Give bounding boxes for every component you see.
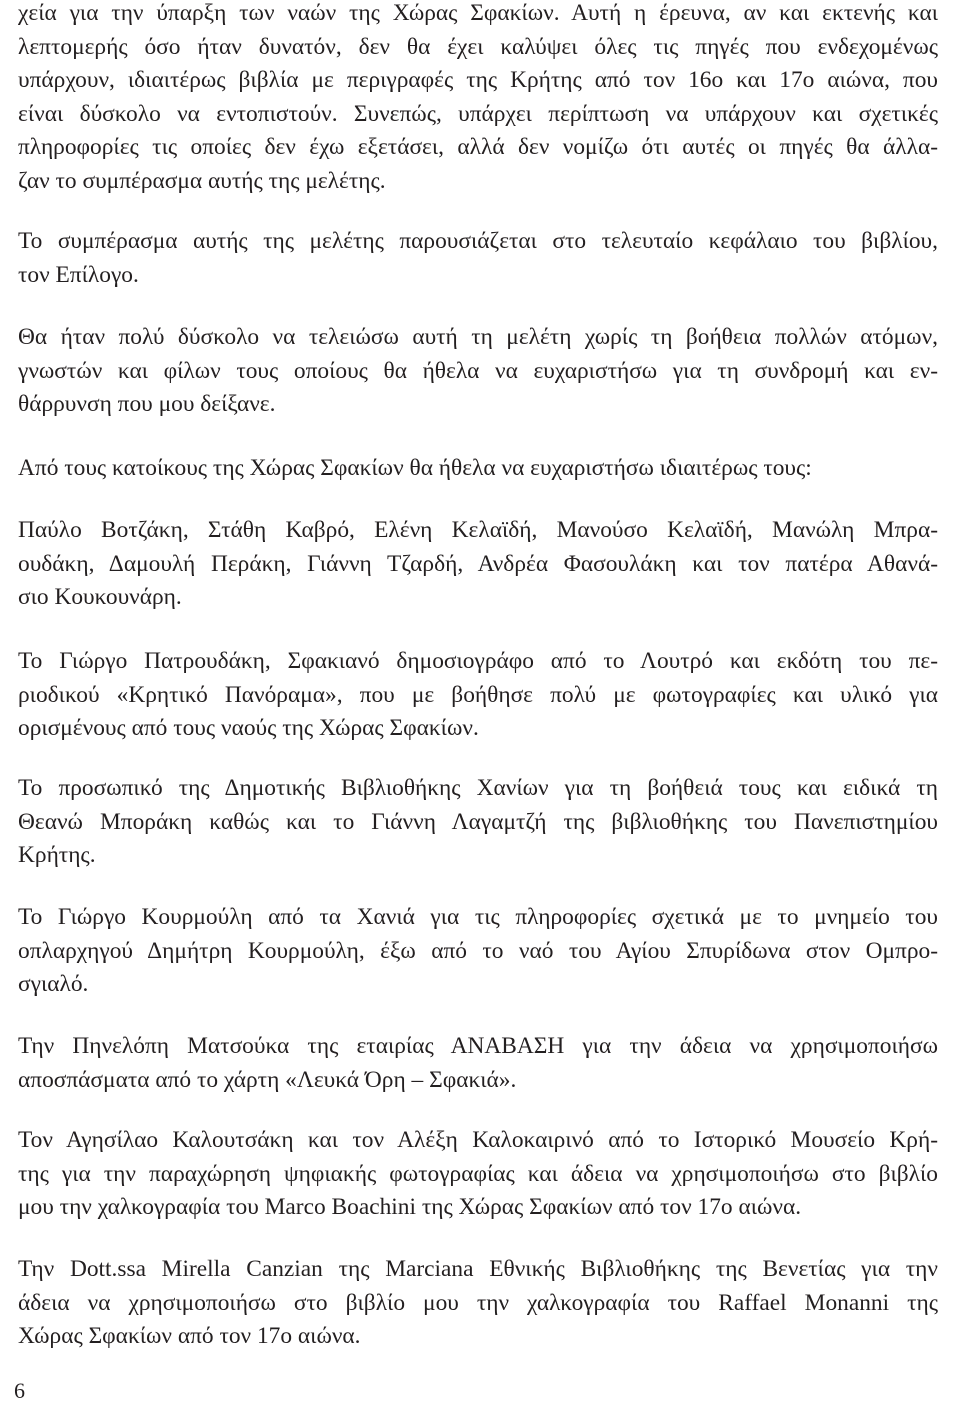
paragraph-historical-museum [18, 1124, 938, 1225]
paragraph-thanks-intro [18, 321, 938, 422]
text-line: γνωστών και φίλων τους οποίους θα ήθελα να ευχαριστήσω για τη συνδρομή και εν- [18, 357, 938, 384]
paragraph-conclusion [18, 225, 938, 292]
text-line: Θεανώ Μποράκη καθώς και το Γιάννη Λαγαμτζή της βιβλιοθήκης του Πανεπιστημίου [18, 808, 938, 835]
page-number: 6 [14, 1378, 25, 1403]
text-line: σιο Κουκουνάρη. [18, 584, 182, 611]
text-line: ριοδικού «Κρητικό Πανόραμα», που με βοήθησε πολύ με φωτογραφίες και υλικό για [18, 681, 938, 708]
paragraph-research-scope [18, 0, 938, 199]
text-line: Το Γιώργο Πατρουδάκη, Σφακιανό δημοσιογράφο από το Λουτρό και εκδότη του πε- [18, 648, 938, 674]
paragraph-residents-names [18, 514, 938, 615]
text-line: Το προσωπικό της Δημοτικής Βιβλιοθήκης Χανίων για τη βοήθειά τους και ειδικά τη [18, 775, 938, 801]
text-line: ουδάκη, Δαμουλή Περάκη, Γιάννη Τζαρδή, Ανδρέα Φασουλάκη και τον πατέρα Αθανά- [18, 550, 938, 577]
text-line: Την Dott.ssa Mirella Canzian της Marciana Εθνικής Βιβλιοθήκης της Βενετίας για την [18, 1256, 938, 1282]
text-line: οπλαρχηγού Δημήτρη Κουρμούλη, έξω από το ναό του Αγίου Σπυρίδωνα στον Ομπρο- [18, 937, 938, 964]
text-line: υπάρχουν, ιδιαιτέρως βιβλία με περιγραφές της Κρήτης από τον 16ο και 17ο αιώνα, που [18, 67, 938, 94]
text-line: αποσπάσματα από το χάρτη «Λευκά Όρη – Σφακιά». [18, 1066, 517, 1093]
text-line: Θα ήταν πολύ δύσκολο να τελειώσω αυτή τη μελέτη χωρίς τη βοήθεια πολλών ατόμων, [18, 324, 938, 350]
text-line: άδεια να χρησιμοποιήσω στο βιβλίο μου την χαλκογραφία του Raffael Monanni της [18, 1289, 938, 1316]
text-line: τον Επίλογο. [18, 261, 139, 288]
paragraph-anavasi [18, 1030, 938, 1097]
text-line: σγιαλό. [18, 971, 89, 998]
text-line: Κρήτης. [18, 842, 96, 869]
text-line: πληροφορίες τις οποίες δεν έχω εξετάσει, αλλά δεν νομίζω ότι αυτές οι πηγές θα άλλα- [18, 134, 938, 161]
text-line: Το συμπέρασμα αυτής της μελέτης παρουσιάζεται στο τελευταίο κεφάλαιο του βιβλίου, [18, 228, 938, 254]
text-line: λεπτομερής όσο ήταν δυνατόν, δεν θα έχει καλύψει όλες τις πηγές που ενδεχομένως [18, 33, 938, 60]
text-line: ζαν το συμπέρασμα αυτής της μελέτης. [18, 167, 386, 194]
text-line: ορισμένους από τους ναούς της Χώρας Σφακίων. [18, 715, 479, 742]
paragraph-marciana [18, 1253, 938, 1354]
text-line: Από τους κατοίκους της Χώρας Σφακίων θα ήθελα να ευχαριστήσω ιδιαιτέρως τους: [18, 455, 812, 481]
text-line: θάρρυνση που μου δείξανε. [18, 391, 276, 418]
text-line: Την Πηνελόπη Ματσούκα της εταιρίας ΑΝΑΒΑΣΗ για την άδεια να χρησιμοποιήσω [18, 1033, 938, 1059]
text-line: Τον Αγησίλαο Καλουτσάκη και τον Αλέξη Καλοκαιρινό από το Ιστορικό Μουσείο Κρή- [18, 1127, 938, 1153]
text-line: χεία για την ύπαρξη των ναών της Χώρας Σφακίων. Αυτή η έρευνα, αν και εκτενής και [18, 0, 938, 26]
text-line: μου την χαλκογραφία του Marco Boachini της Χώρας Σφακίων από τον 17ο αιώνα. [18, 1194, 802, 1221]
paragraph-kourmoulis [18, 901, 938, 1002]
text-line: είναι δύσκολο να εντοπιστούν. Συνεπώς, υπάρχει περίπτωση να υπάρχουν και σχετικές [18, 100, 938, 127]
text-line: Το Γιώργο Κουρμούλη από τα Χανιά για τις πληροφορίες σχετικά με το μνημείο του [18, 904, 938, 930]
text-line: της για την παραχώρηση ψηφιακής φωτογραφίας και άδεια να χρησιμοποιήσω στο βιβλίο [18, 1160, 938, 1187]
text-line: Χώρας Σφακίων από τον 17ο αιώνα. [18, 1323, 361, 1350]
text-line: Παύλο Βοτζάκη, Στάθη Καβρό, Ελένη Κελαϊδή, Μανούσο Κελαϊδή, Μανώλη Μπρα- [18, 517, 938, 543]
paragraph-patroudakis [18, 645, 938, 746]
paragraph-library-staff [18, 772, 938, 873]
paragraph-residents-intro [18, 452, 938, 486]
